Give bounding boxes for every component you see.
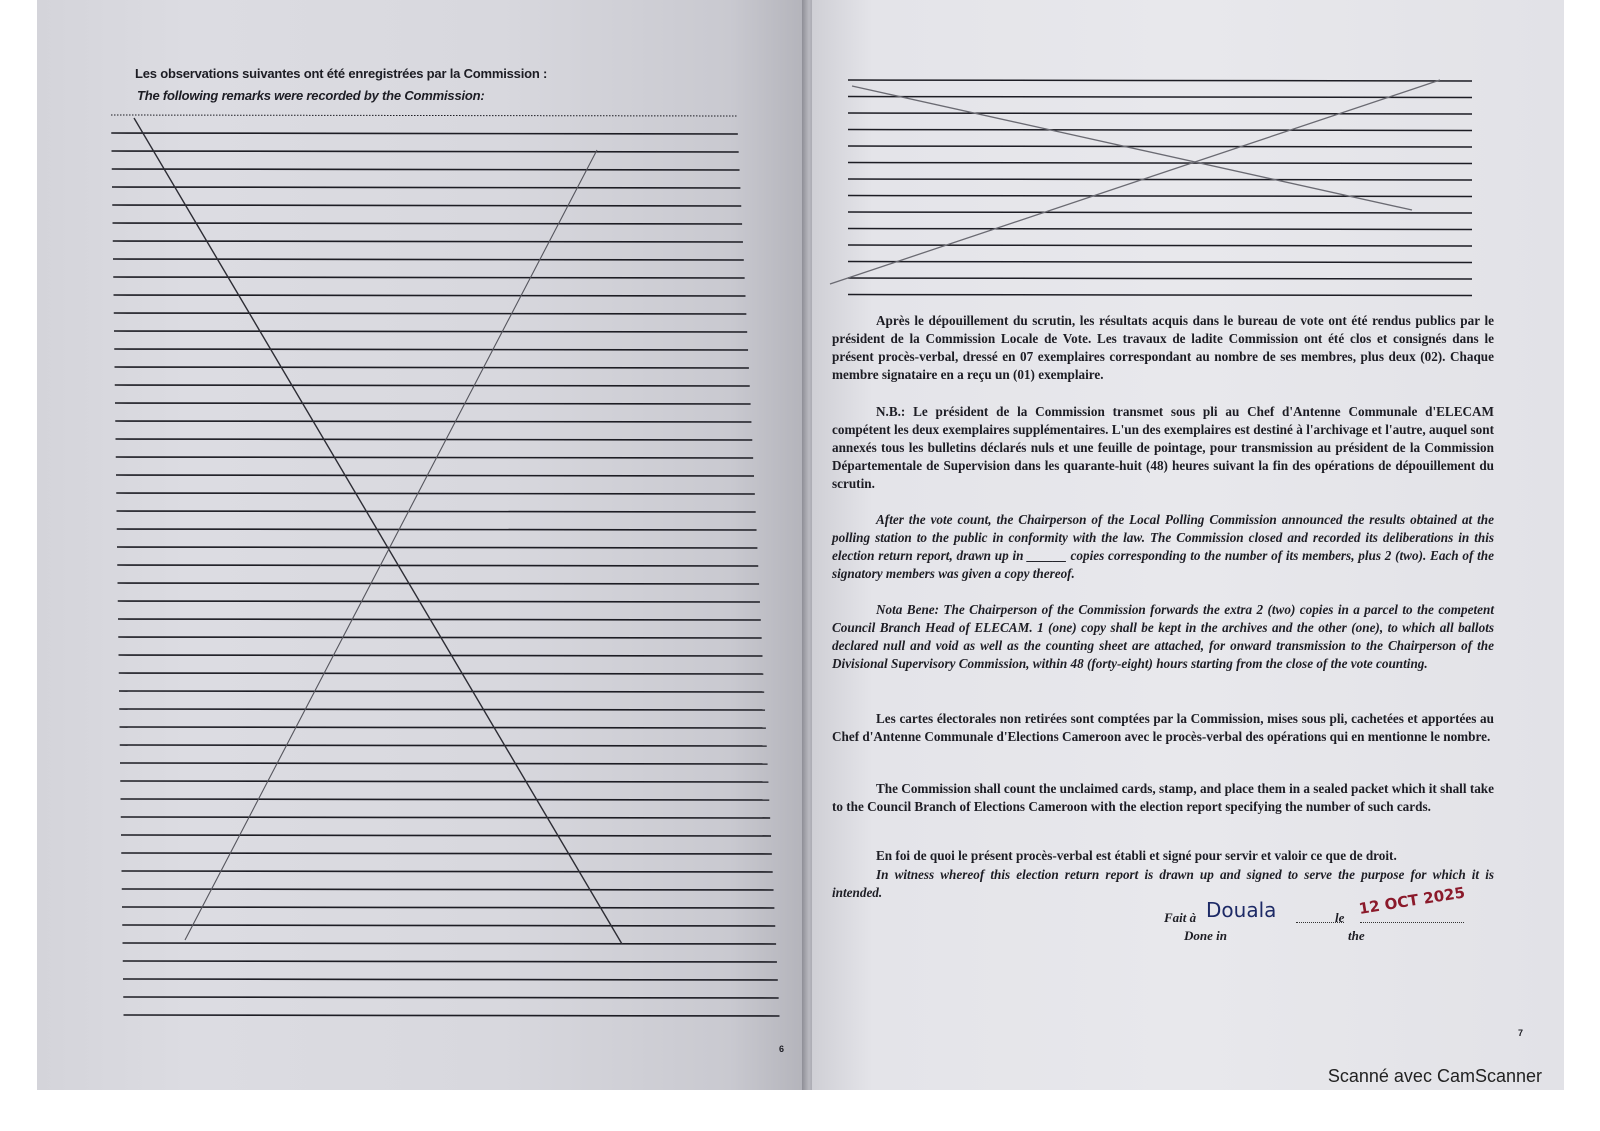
- remark-line: [115, 367, 749, 368]
- remark-line: [113, 223, 743, 224]
- remark-line: [112, 205, 741, 206]
- remark-line: [121, 853, 772, 854]
- date-stamp: 12 OCT 2025: [1357, 883, 1467, 918]
- remark-line: [122, 889, 774, 890]
- right-page: [812, 0, 1564, 1090]
- date-underline: [1360, 922, 1464, 923]
- done-in-label: Done in: [1184, 928, 1227, 943]
- cross-out-stroke: [185, 150, 597, 940]
- remark-line: [121, 835, 771, 836]
- paragraph-results-en: After the vote count, the Chairperson of the Local Polling Commission announced the results obtained at the polling station to the public in conformity with the law. The Commission closed and recorded its deliberations in this election return report, drawn up in ______ copies corresponding to the number of its members, plus 2 (two). Each of the signatory members was given a copy thereof.: [832, 512, 1494, 581]
- crossed-line: [848, 113, 1472, 114]
- paragraph-results-fr: Après le dépouillement du scrutin, les résultats acquis dans le bureau de vote ont été rendus publics par le président de la Commission Locale de Vote. Les travaux de ladite Commission ont été clos et consignés dans le présent procès-verbal, dressé en 07 exemplaires correspondant au nombre de ses membres, plus deux (02). Chaque membre signataire en a reçu un (01) exemplaire.: [832, 313, 1494, 382]
- page-number-left: 6: [779, 1044, 785, 1054]
- remark-line: [117, 511, 756, 512]
- remark-line: [123, 943, 777, 944]
- crossed-line: [848, 196, 1472, 197]
- crossed-line: [848, 295, 1472, 296]
- crossed-line: [848, 278, 1472, 279]
- crossed-line: [848, 229, 1472, 230]
- crossed-line: [848, 163, 1472, 164]
- crossed-line: [848, 262, 1472, 263]
- remark-line: [113, 277, 744, 278]
- crossed-line: [848, 245, 1472, 246]
- paragraph-witness-en: In witness whereof this election return report is drawn up and signed to serve the purpose for which it is intended.: [832, 867, 1494, 900]
- remark-line: [119, 673, 764, 674]
- remark-line: [118, 601, 760, 602]
- remark-line: [111, 133, 738, 134]
- remark-line: [116, 493, 755, 494]
- the-label: the: [1348, 928, 1365, 943]
- remark-line: [122, 871, 773, 872]
- crossed-line: [848, 179, 1472, 180]
- crossed-line: [848, 212, 1472, 213]
- remark-line: [119, 709, 765, 710]
- paragraph-nota-bene-en: Nota Bene: The Chairperson of the Commission forwards the extra 2 (two) copies in a parcel to the competent Council Branch Head of ELECAM. 1 (one) copy shall be kept in the archives and the other (one), to which all ballots declared null and void as well as the counting sheet are attached, for onward transmission to the Chairperson of the Divisional Supervisory Commission, within 48 (forty-eight) hours starting from the close of the vote counting.: [832, 602, 1494, 671]
- remark-line: [119, 655, 763, 656]
- fait-a-label: Fait à: [1164, 910, 1197, 925]
- remark-line: [112, 187, 740, 188]
- remark-line: [121, 799, 770, 800]
- remark-line: [120, 763, 768, 764]
- remark-line: [120, 781, 768, 782]
- remark-line: [116, 439, 753, 440]
- remark-line: [115, 403, 751, 404]
- paragraph-cards-fr: Les cartes électorales non retirées sont comptées par la Commission, mises sous pli, cachetées et apportées au Chef d'Antenne Communale d'Elections Cameroon avec le procès-verbal des opérations qui en mentionne le nombre.: [832, 711, 1494, 744]
- remark-line: [117, 565, 758, 566]
- remark-line: [121, 817, 770, 818]
- remark-line: [112, 151, 739, 152]
- remark-line: [118, 619, 761, 620]
- crossed-line: [848, 146, 1472, 147]
- remarks-header-fr: Les observations suivantes ont été enregistrées par la Commission :: [135, 66, 548, 81]
- remark-line: [115, 385, 750, 386]
- remark-line: [117, 547, 757, 548]
- remark-line: [117, 529, 757, 530]
- remark-line: [124, 1015, 780, 1016]
- remark-line: [122, 925, 775, 926]
- remark-line: [112, 169, 740, 170]
- cross-out-stroke: [830, 80, 1440, 284]
- remark-line: [114, 295, 746, 296]
- remark-line: [116, 475, 754, 476]
- remark-line: [123, 997, 778, 998]
- crossed-line: [848, 97, 1472, 98]
- crossed-line: [848, 130, 1472, 131]
- remark-line: [114, 349, 748, 350]
- ruled-remark-lines: [37, 0, 807, 1090]
- remark-line: [114, 331, 747, 332]
- remark-line: [118, 583, 760, 584]
- remark-line: [123, 979, 778, 980]
- crossed-out-lines: [812, 0, 1564, 320]
- remark-line: [111, 115, 737, 116]
- left-page: [37, 0, 807, 1090]
- remark-line: [120, 745, 767, 746]
- cross-out-stroke: [852, 86, 1412, 210]
- remark-line: [113, 259, 744, 260]
- place-value: Douala: [1206, 898, 1277, 922]
- remark-line: [119, 691, 764, 692]
- remark-line: [116, 457, 753, 458]
- paragraph-cards-en: The Commission shall count the unclaimed cards, stamp, and place them in a sealed packet which it shall take to the Council Branch of Elections Cameroon with the election report specifying the number of such cards.: [832, 781, 1494, 814]
- crossed-line: [848, 80, 1472, 81]
- remarks-header-en: The following remarks were recorded by the Commission:: [137, 88, 485, 103]
- le-label: le: [1335, 910, 1345, 925]
- remark-line: [120, 727, 766, 728]
- page-number-right: 7: [1518, 1028, 1524, 1038]
- paragraph-witness-fr: En foi de quoi le présent procès-verbal est établi et signé pour servir et valoir ce que de droit.: [876, 848, 1397, 863]
- remark-line: [114, 313, 747, 314]
- remark-line: [115, 421, 751, 422]
- paragraph-nb-fr: N.B.: Le président de la Commission transmet sous pli au Chef d'Antenne Communale d'ELECAM compétent les deux exemplaires supplémentaires. L'un des exemplaires est destiné à l'archivage et l'autre, auquel sont annexés tous les bulletins déclarés nuls et une feuille de pointage, pour transmission au président de la Commission Départementale de Supervision dans les quarante-huit (48) heures suivant la fin des opérations de dépouillement du scrutin.: [832, 404, 1494, 491]
- remark-line: [123, 961, 777, 962]
- camscanner-footer: Scanné avec CamScanner: [1327, 1066, 1542, 1086]
- remark-line: [122, 907, 774, 908]
